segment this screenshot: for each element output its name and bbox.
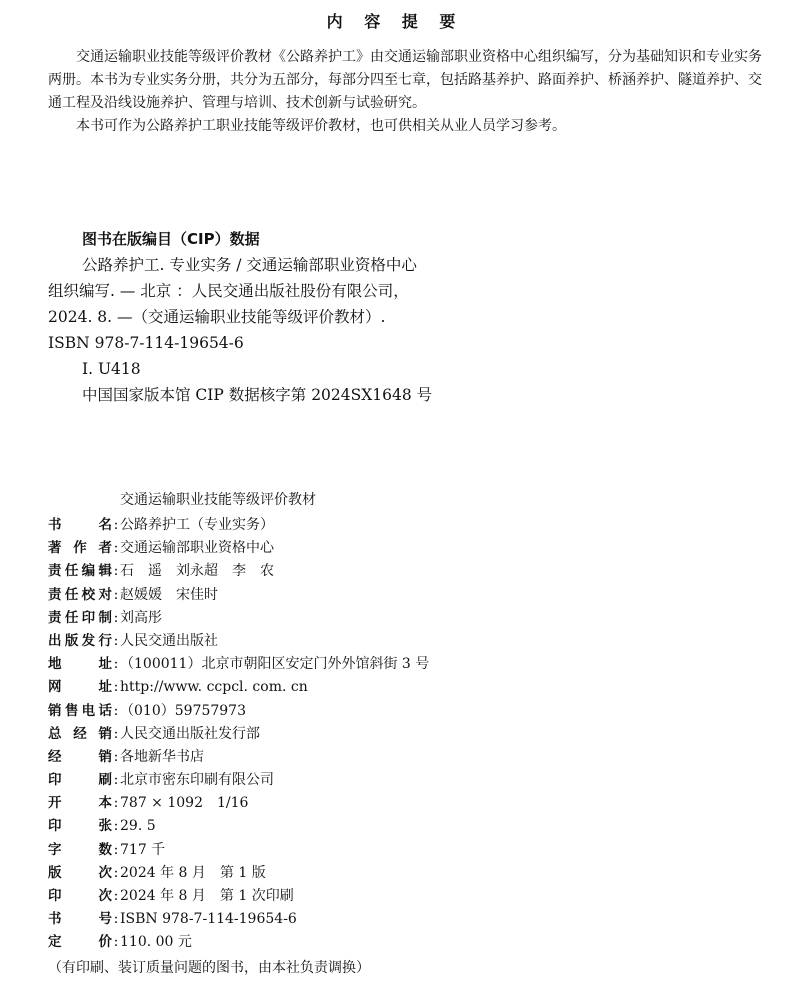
- cip-heading: 图书在版编目（CIP）数据: [82, 230, 260, 248]
- colophon-row: [48, 607, 768, 630]
- colophon-label: 书名: [48, 517, 112, 533]
- colophon-label: 责任印制: [48, 609, 112, 626]
- colophon-row: [48, 584, 768, 607]
- colophon-label: 字数: [48, 841, 112, 858]
- cip-line: 2024. 8. —（交通运输职业技能等级评价教材）.: [48, 308, 386, 326]
- colophon-colon: :: [113, 888, 119, 904]
- colophon-label: 地址: [48, 656, 112, 673]
- colophon-colon: :: [113, 540, 119, 557]
- colophon-value: 石 遥 刘永超 李 农: [120, 563, 274, 580]
- colophon-colon: :: [113, 748, 119, 765]
- colophon-colon: :: [113, 725, 119, 742]
- colophon-value: 刘高彤: [120, 609, 162, 626]
- colophon-row: [48, 653, 768, 676]
- colophon-value: 交通运输部职业资格中心: [120, 540, 274, 557]
- colophon-value: 717 千: [120, 841, 166, 858]
- colophon-label: 销售电话: [48, 702, 112, 719]
- colophon-row: [48, 815, 768, 838]
- colophon-label: 责任校对: [48, 586, 112, 603]
- colophon-row: [48, 630, 768, 653]
- colophon-value: 人民交通出版社发行部: [120, 725, 260, 742]
- colophon-colon: :: [113, 586, 119, 603]
- colophon-colon: :: [113, 656, 119, 673]
- colophon-row: [48, 908, 768, 931]
- colophon-value: （010）59757973: [120, 702, 246, 719]
- colophon-row: [48, 514, 768, 537]
- colophon-value: ISBN 978-7-114-19654-6: [120, 911, 297, 928]
- colophon-row: [48, 792, 768, 815]
- colophon-colon: :: [113, 795, 119, 812]
- colophon-colon: :: [113, 934, 119, 951]
- colophon-row: [48, 700, 768, 723]
- colophon-label: 印次: [48, 888, 112, 904]
- colophon-value: 110. 00 元: [120, 934, 192, 951]
- abstract-paragraph: 本书可作为公路养护工职业技能等级评价教材，也可供相关从业人员学习参考。: [76, 118, 566, 134]
- series-title: 交通运输职业技能等级评价教材: [120, 492, 316, 508]
- cip-line: ISBN 978-7-114-19654-6: [48, 334, 244, 352]
- colophon-row: [48, 839, 768, 862]
- cip-line: 组织编写. — 北京 ：人民交通出版社股份有限公司，: [48, 282, 409, 300]
- colophon-label: 印刷: [48, 772, 112, 789]
- colophon-row: [48, 723, 768, 746]
- cip-classification: Ⅰ. U418: [82, 360, 141, 378]
- colophon-row: [48, 537, 768, 560]
- colophon-row: [48, 676, 768, 699]
- colophon-table: [48, 514, 768, 955]
- colophon-value: （100011）北京市朝阳区安定门外外馆斜街 3 号: [120, 656, 430, 673]
- abstract-paragraph: 交通运输职业技能等级评价教材《公路养护工》由交通运输部职业资格中心组织编写，分为基础知识和专业实务两册。本书为专业实务分册，共分为五部分，每部分四至七章，包括路基养护、路面养护、桥涵养护、隧道养护、交通工程及沿线设施养护、管理与培训、技术创新与试验研究。: [48, 49, 762, 111]
- colophon-colon: :: [113, 911, 119, 928]
- colophon-value: 2024 年 8 月 第 1 次印刷: [120, 888, 294, 904]
- colophon-value: 人民交通出版社: [120, 632, 218, 649]
- colophon-row: [48, 862, 768, 885]
- colophon-label: 定价: [48, 934, 112, 951]
- quality-note: （有印刷、装订质量问题的图书，由本社负责调换）: [48, 960, 370, 976]
- cip-line: 公路养护工. 专业实务 / 交通运输部职业资格中心: [82, 256, 417, 274]
- colophon-row: [48, 769, 768, 792]
- colophon-value: 各地新华书店: [120, 748, 204, 765]
- colophon-colon: :: [113, 679, 119, 696]
- colophon-label: 著作者: [48, 540, 112, 557]
- colophon-colon: :: [113, 864, 119, 881]
- colophon-label: 责任编辑: [48, 563, 112, 580]
- colophon-colon: :: [113, 632, 119, 649]
- page-title: 内 容 提 要: [326, 12, 464, 31]
- colophon-colon: :: [113, 563, 119, 580]
- colophon-row: [48, 885, 768, 908]
- colophon-colon: :: [113, 841, 119, 858]
- colophon-value: 赵媛媛 宋佳时: [120, 586, 218, 603]
- colophon-label: 网址: [48, 679, 112, 696]
- cip-record-number: 中国国家版本馆 CIP 数据核字第 2024SX1648 号: [82, 386, 433, 404]
- colophon-colon: :: [113, 702, 119, 719]
- colophon-value: 公路养护工（专业实务）: [120, 517, 274, 533]
- colophon-label: 开本: [48, 795, 112, 812]
- colophon-label: 出版发行: [48, 632, 112, 649]
- abstract: [48, 46, 773, 138]
- colophon-colon: :: [113, 517, 119, 533]
- cip-data-block: [48, 226, 748, 408]
- colophon-value: 2024 年 8 月 第 1 版: [120, 864, 266, 881]
- colophon-label: 版次: [48, 864, 112, 881]
- colophon-value: http://www. ccpcl. com. cn: [120, 679, 308, 696]
- colophon-value: 北京市密东印刷有限公司: [120, 772, 274, 789]
- colophon-row: [48, 746, 768, 769]
- colophon-value: 29. 5: [120, 818, 156, 835]
- colophon-value: 787 × 1092 1/16: [120, 795, 249, 812]
- colophon-label: 经销: [48, 748, 112, 765]
- colophon-label: 印张: [48, 818, 112, 835]
- colophon-row: [48, 931, 768, 954]
- colophon-label: 书号: [48, 911, 112, 928]
- colophon-colon: :: [113, 772, 119, 789]
- colophon-label: 总经销: [48, 725, 112, 742]
- colophon-colon: :: [113, 609, 119, 626]
- colophon-row: [48, 560, 768, 583]
- colophon-colon: :: [113, 818, 119, 835]
